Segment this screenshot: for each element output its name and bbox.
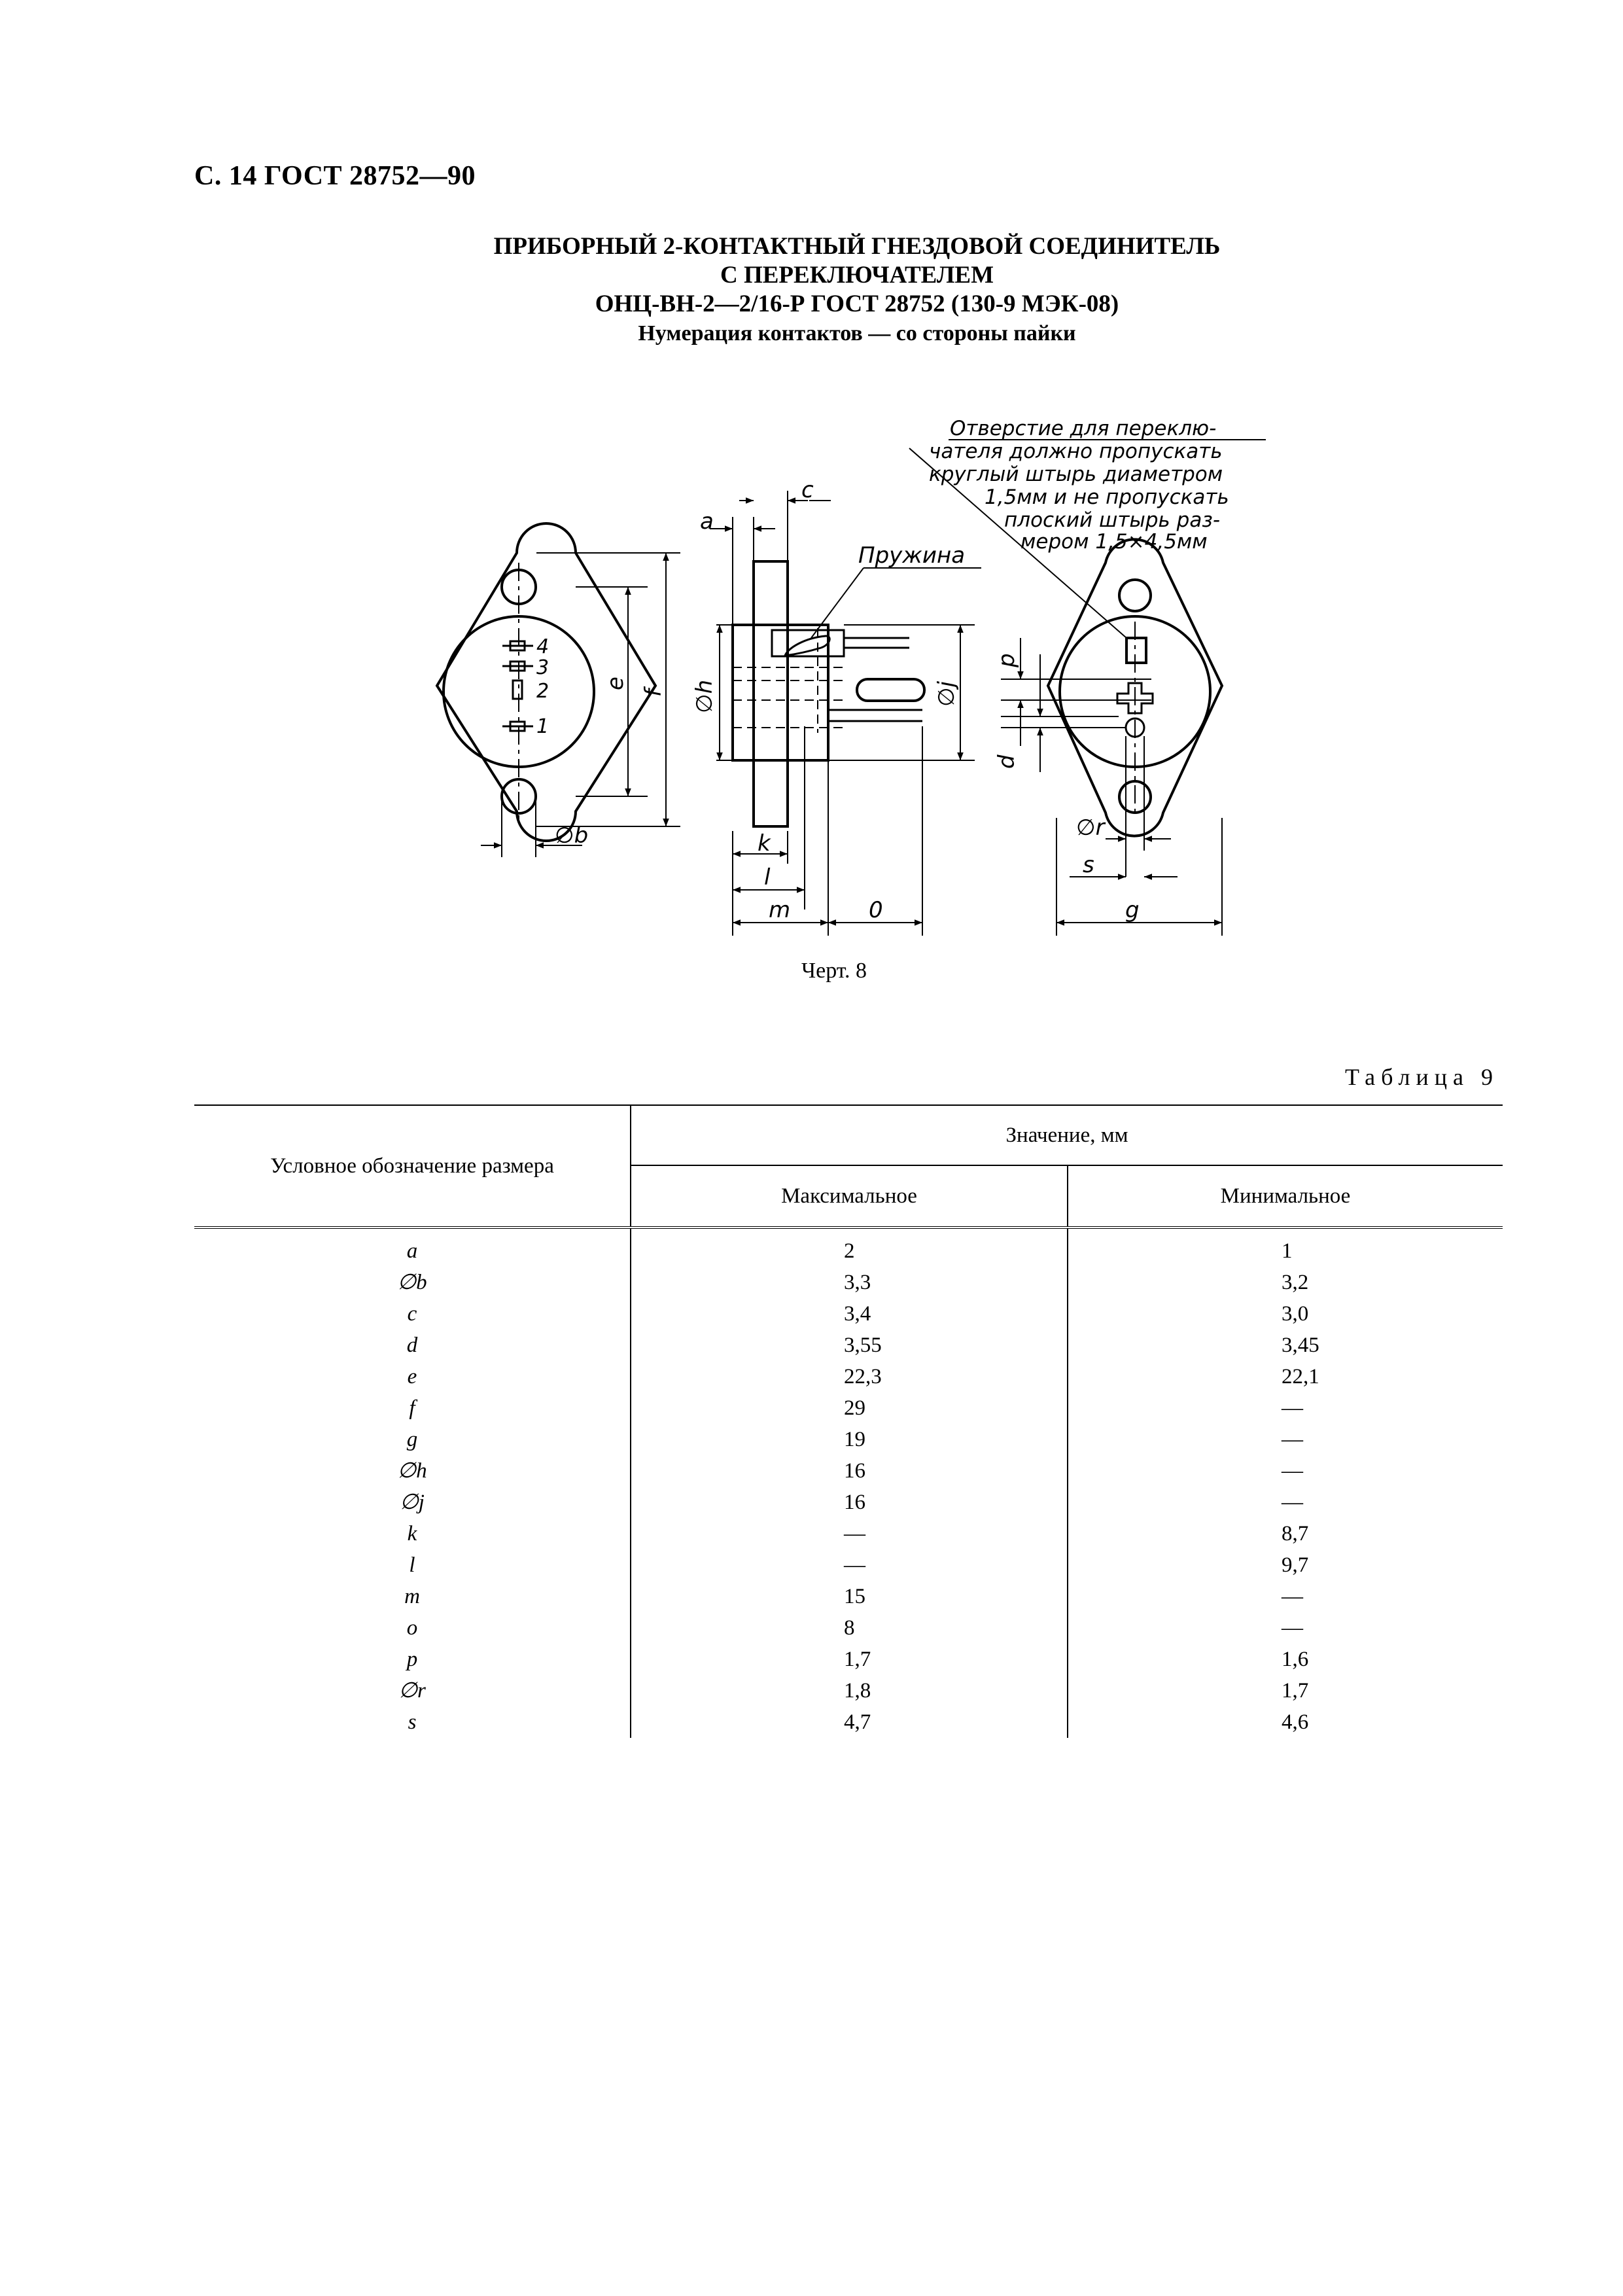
column-header-symbol: Условное обозначение размера	[194, 1105, 631, 1227]
row-min: 8,7	[1282, 1522, 1309, 1545]
row-symbol: g	[194, 1424, 631, 1455]
dim-label-j: ∅j	[934, 680, 960, 707]
table-row	[194, 1455, 1503, 1487]
title-line-1: ПРИБОРНЫЙ 2-КОНТАКТНЫЙ ГНЕЗДОВОЙ СОЕДИНИТЕЛЬ	[493, 233, 1221, 260]
row-min: —	[1282, 1396, 1303, 1420]
row-max: 29	[631, 1392, 1068, 1424]
row-min: 3,2	[1282, 1271, 1309, 1294]
row-symbol: f	[194, 1392, 631, 1424]
row-min: 1,7	[1282, 1679, 1309, 1703]
spring	[785, 568, 981, 656]
dim-label-h: ∅h	[691, 679, 718, 713]
title-line-2: С ПЕРЕКЛЮЧАТЕЛЕМ	[720, 262, 994, 289]
row-symbol: p	[194, 1644, 631, 1675]
dim-label-s: s	[1083, 852, 1094, 878]
switch-hole-note	[909, 417, 1266, 638]
row-symbol: ∅b	[194, 1267, 631, 1298]
row-symbol: ∅j	[194, 1487, 631, 1518]
row-max: 2	[631, 1227, 1068, 1267]
dim-label-a: a	[700, 508, 714, 535]
contact-number-1: 1	[536, 715, 550, 738]
contact-number-2: 2	[536, 680, 550, 703]
rear-top-hole	[1119, 580, 1151, 611]
row-min: 3,0	[1282, 1302, 1309, 1326]
row-min: 22,1	[1282, 1365, 1319, 1388]
table-row	[194, 1361, 1503, 1392]
table-row	[194, 1330, 1503, 1361]
contact-number-4: 4	[536, 635, 550, 658]
row-max: 8	[631, 1612, 1068, 1644]
dim-label-f: f	[640, 689, 667, 697]
row-symbol: k	[194, 1518, 631, 1549]
table-row	[194, 1644, 1503, 1675]
dim-label-c: c	[801, 477, 814, 503]
column-header-max: Максимальное	[631, 1165, 1068, 1227]
row-symbol: e	[194, 1361, 631, 1392]
row-max: 3,55	[631, 1330, 1068, 1361]
title-line-4: Нумерация контактов — со стороны пайки	[638, 321, 1076, 345]
row-symbol: d	[194, 1330, 631, 1361]
dimensions-table	[194, 1104, 1503, 1738]
dim-label-l: l	[764, 864, 771, 891]
dim-label-d: d	[994, 754, 1020, 769]
column-header-min: Минимальное	[1220, 1184, 1351, 1208]
contact-numbers	[536, 635, 549, 738]
side-flange	[754, 561, 788, 826]
side-socket	[857, 679, 924, 701]
column-header-value: Значение, мм	[631, 1105, 1503, 1165]
page-header: С. 14 ГОСТ 28752—90	[194, 161, 476, 191]
row-min: 1,6	[1282, 1648, 1309, 1671]
dim-label-k: k	[758, 830, 771, 857]
dim-label-m: m	[769, 897, 791, 923]
table-row	[194, 1675, 1503, 1706]
row-min: —	[1282, 1491, 1303, 1514]
note-line-6: мером 1,5×4,5мм	[1021, 530, 1208, 554]
row-max: 1,8	[631, 1675, 1068, 1706]
table-row	[194, 1227, 1503, 1267]
table-row	[194, 1518, 1503, 1549]
row-max: 19	[631, 1424, 1068, 1455]
table-row	[194, 1392, 1503, 1424]
row-min: 4,6	[1282, 1710, 1309, 1734]
row-min: —	[1282, 1459, 1303, 1483]
row-max: 4,7	[631, 1706, 1068, 1738]
drawing-caption: Черт. 8	[801, 959, 867, 983]
contact-number-3: 3	[536, 656, 550, 679]
row-symbol: l	[194, 1549, 631, 1581]
dim-label-r: ∅r	[1076, 815, 1105, 841]
row-min: —	[1282, 1428, 1303, 1451]
switch-hole	[1126, 638, 1146, 663]
table-row	[194, 1549, 1503, 1581]
note-line-3: круглый штырь диаметром	[929, 463, 1223, 486]
row-max: 3,4	[631, 1298, 1068, 1330]
table-label: Таблица 9	[1345, 1064, 1499, 1090]
spring-label: Пружина	[858, 542, 966, 569]
technical-drawing	[0, 0, 1623, 995]
row-max: 22,3	[631, 1361, 1068, 1392]
row-min: 1	[1282, 1239, 1293, 1263]
row-max: —	[631, 1549, 1068, 1581]
row-max: 15	[631, 1581, 1068, 1612]
table-row	[194, 1267, 1503, 1298]
row-min: —	[1282, 1616, 1303, 1640]
table-row	[194, 1612, 1503, 1644]
table-row	[194, 1298, 1503, 1330]
row-symbol: m	[194, 1581, 631, 1612]
row-min: —	[1282, 1585, 1303, 1608]
row-min: 9,7	[1282, 1553, 1309, 1577]
note-line-1: Отверстие для переклю-	[950, 417, 1217, 440]
contact-slots	[502, 641, 533, 731]
row-max: 3,3	[631, 1267, 1068, 1298]
row-symbol: c	[194, 1298, 631, 1330]
dim-label-e: e	[602, 677, 629, 690]
row-symbol: o	[194, 1612, 631, 1644]
side-back-insert	[772, 630, 844, 656]
row-max: 16	[631, 1455, 1068, 1487]
side-body	[733, 625, 828, 760]
table-row	[194, 1581, 1503, 1612]
note-line-2: чателя должно пропускать	[929, 440, 1223, 463]
row-symbol: ∅h	[194, 1455, 631, 1487]
row-max: 16	[631, 1487, 1068, 1518]
row-min: 3,45	[1282, 1333, 1319, 1357]
dim-label-g: g	[1125, 897, 1140, 923]
table-row	[194, 1706, 1503, 1738]
row-symbol: s	[194, 1706, 631, 1738]
dim-label-p: p	[994, 653, 1020, 667]
row-max: —	[631, 1518, 1068, 1549]
rear-dimensions	[994, 638, 1222, 936]
title-line-3: ОНЦ-ВН-2—2/16-Р ГОСТ 28752 (130-9 МЭК-08)	[595, 291, 1119, 317]
dim-label-o: 0	[869, 897, 883, 923]
dim-label-b: ∅b	[555, 822, 589, 849]
table-row	[194, 1487, 1503, 1518]
table-row	[194, 1424, 1503, 1455]
note-line-4: 1,5мм и не пропускать	[985, 486, 1229, 509]
note-line-5: плоский штырь раз-	[1004, 508, 1221, 532]
rear-view	[1048, 539, 1222, 836]
row-symbol: ∅r	[194, 1675, 631, 1706]
row-symbol: a	[194, 1227, 631, 1267]
row-max: 1,7	[631, 1644, 1068, 1675]
